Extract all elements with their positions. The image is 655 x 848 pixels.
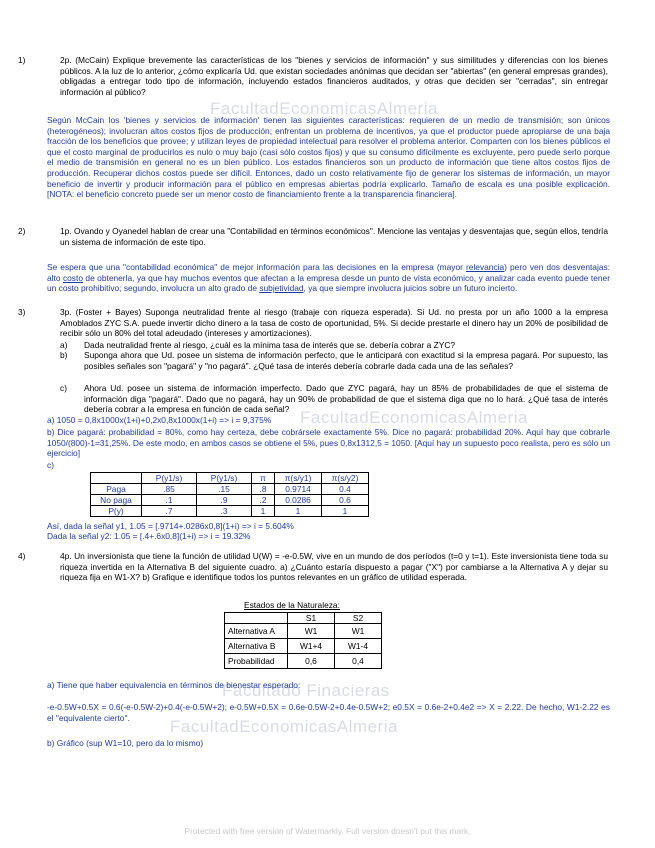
question-number: 2) [18, 226, 26, 236]
subquestion-a: a) Dada neutralidad frente al riesgo, ¿cuál es la mínima tasa de interés que se. debería cobrar a ZYC? [60, 340, 456, 350]
keyword-relevancia: relevancia [465, 262, 505, 272]
answer-c-signal-2: Dada la señal y2: 1.05 = [.4+.6x0,8](1+i) => i = 19.32% [47, 531, 251, 541]
answer-text: Se espera que una "contabilidad económica" de mejor información para las decisiones en la empresa (mayor relevancia) pero ven dos desventajas: alto costo de obtenerla, ya que hay muchos eventos que afectan a la empresa desde un punto de vista económico, y analizar cada evento puede tener un costo prohibitivo; segundo, involucra un alto grado de subjetividad, ya que siempre involucra juicios sobre un futuro incierto. [47, 262, 610, 294]
keyword-subjetividad: subjetividad [259, 283, 304, 294]
question-text: 1p. Ovando y Oyanedel hablan de crear una "Contabilidad en términos económicos". Mencione las ventajas y desventajas que, según ellos, tendría un sistema de información de este tipo. [60, 226, 608, 247]
watermark: FacultadEconomicasAlmeria [300, 408, 528, 427]
table-row: Probabilidad 0,6 0,4 [225, 654, 382, 669]
answer-c-signal-1: Así, dada la señal y1, 1.05 = [.9714+.0286x0,8](1+i) => i = 5.604% [47, 521, 294, 531]
question-text: 4p. Un inversionista que tiene la función de utilidad U(W) = -e-0.5W, vive en un mundo de dos períodos (t=0 y t=1). Este inversionista tiene toda su riqueza invertida en la Alternativa B del siguiente cuadro. a) ¿Cuánto estaría dispuesto a pagar ("X") por cambiarse a la Alternativa A y dejar su riqueza fija en W1-X? b) Grafique e identifique todos los puntos relevantes en un gráfico de utilidad esperada. [60, 551, 608, 583]
watermark: Facultado Finacieras [222, 681, 390, 700]
answer-a: a) 1050 = 0,8x1000x(1+i)+0,2x0,8x1000x(1+i) => i = 9,375% [47, 415, 272, 425]
answer-c-label: c) [47, 460, 54, 470]
answer-a: a) Tiene que haber equivalencia en términos de bienestar esperado: [47, 680, 301, 690]
answer-b: b) Dice pagará: probabilidad = 80%, como hay certeza, debe cobrársele exactamente 5%. Dice no pagará: probabilidad 20%. Aquí hay que cobrarle 1050/(800)-1=31,25%. De este modo, en ambos casos se obtiene el 5%, pues 0,8x1312,5 = 1050. [Aquí hay un supuesto poco realista, pero es sólo un ejercicio] [47, 427, 610, 459]
subquestion-b: b) Suponga ahora que Ud. posee un sistema de información perfecto, que le anticipará con exactitud si la empresa pagará. Por supuesto, las posibles señales son "pagará" y "no pagará". ¿Qué tasa de interés debería cobrarle dada cada una de las señales? [60, 350, 608, 371]
answer-b: b) Gráfico (sup W1=10, pero da lo mismo) [47, 738, 204, 748]
nature-table-title: Estados de la Naturaleza: [244, 600, 340, 610]
nature-table [224, 612, 382, 669]
table-header-row: S1 S2 [225, 613, 382, 624]
table-row: No paga .1 .9 .2 0.0286 0.6 [91, 495, 369, 506]
table-row: Alternativa A W1 W1 [225, 624, 382, 639]
question-text: 2p. (McCain) Explique brevemente las características de los "bienes y servicios de información" y sus similitudes y diferencias con los bienes públicos. A la luz de lo anterior, ¿cómo explicaría Ud. que existan sociedades anónimas que decidan ser "abiertas" (en general empresas grandes), obligadas a entregar todo tipo de información, incluyendo estados financieros auditados, y otras que deciden ser "cerradas", sin entregar información al público? [60, 55, 608, 97]
question-number: 1) [18, 55, 26, 65]
answer-text: Según McCain los 'bienes y servicios de información' tienen las siguientes características: requieren de un medio de transmisión; son únicos (heterogéneos); involucran altos costos fijos de producción; enfrentan un problema de incentivos, ya que el productor puede apropiarse de una baja fracción de los beneficios que provee; y utilizan leyes de propiedad intelectual para resolver el problema anterior. Comparten con los bienes públicos el que el costo marginal de producirlos es nulo o muy bajo (casi sólo costos fijos) y que su consumo difícilmente es excluyente, pero puede serlo porque el medio de transmisión en general no es un bien público. Los estados financieros son un producto de información que tiene altos costos fijos de producción. Recuperar dichos costos puede ser difícil. Entonces, dado un costo relativamente fijo de generar los sistemas de información, un mayor beneficio de invertir y producir información para el público en empresas abiertas podría explicarlo. Tamaño de escala es una posible explicación. [NOTA: el beneficio concreto puede ser un menor costo de financiamiento frente a la transparencia financiera]. [47, 115, 610, 200]
question-number: 3) [18, 307, 26, 317]
probability-table [90, 472, 369, 517]
watermark: FacultadEconomicasAlmeria [210, 99, 438, 118]
table-row: Paga .85 .15 .8 0.9714 0.4 [91, 484, 369, 495]
table-header-row: P(y1/s) P(y1/s) π π(s/y1) π(s/y2) [91, 473, 369, 484]
keyword-costo: costo [62, 272, 83, 283]
watermark-footer: Protected with free version of Watermarkly. Full version doesn't put this mark. [184, 826, 471, 836]
question-text: 3p. (Foster + Bayes) Suponga neutralidad frente al riesgo (trabaje con riqueza esperada). Si Ud. no presta por un año 1000 a la empresa Amoblados ZYC S.A. puede invertir dicho dinero a la tasa de costo de oportunidad, 5%. Si decide prestarle el dinero hay un 20% de posibilidad de recibir sólo un 80% del total adeudado (intereses y amortizaciones). [60, 307, 608, 339]
subquestion-c: c) Ahora Ud. posee un sistema de información imperfecto. Dado que ZYC pagará, hay un 85% de probabilidades de que el sistema de información diga "pagará". Dado que no pagará, hay un 90% de probabilidad de que el sistema diga que no lo hará. ¿Qué tasa de interés debería cobrar a la empresa en función de cada señal? [60, 383, 608, 415]
question-number: 4) [18, 551, 26, 561]
table-row: Alternativa B W1+4 W1-4 [225, 639, 382, 654]
answer-equation: -e-0.5W+0.5X = 0.6(-e-0.5W-2)+0.4(-e-0.5W+2); e-0.5W+0.5X = 0.6e-0.5W-2+0.4e-0.5W+2; e0.5X = 0.6e-2+0.4e2 => X = 2.22. De hecho, W1-2.22 es el "equivalente cierto". [47, 702, 610, 723]
table-row: P(y) .7 .3 1 1 1 [91, 506, 369, 517]
watermark: FacultadEconomicasAlmeria [170, 717, 398, 736]
